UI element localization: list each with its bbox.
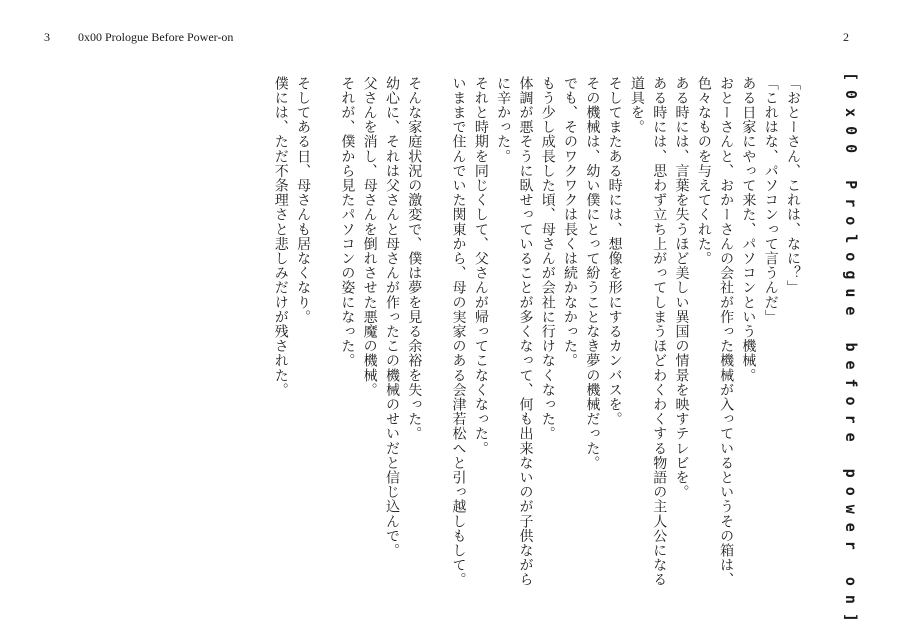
chapter-title-block <box>836 66 866 631</box>
text-line: そんな家庭状況の激変で、僕は夢を見る余裕を失った。 <box>406 76 423 441</box>
text-line: その機械は、幼い僕にとって紛うことなき夢の機械だった。 <box>584 76 601 471</box>
text-line: おとーさんと、おかーさんの会社が作った機械が入っているというその箱は、色々なものを与えてくれた。 <box>695 76 735 587</box>
text-line: 「おとーさん、これは、なに？」 <box>785 76 801 295</box>
text-line: それと時期を同じくして、父さんが帰ってこなくなった。 <box>472 76 489 456</box>
text-line: そしてまたある時には、想像を形にするカンバスを。 <box>606 76 623 427</box>
text-line: もう少し成長した頃、母さんが会社に行けなくなった。 <box>539 76 556 441</box>
text-line: いままで住んでいた関東から、母の実家のある会津若松へと引っ越しもして。 <box>450 76 467 587</box>
body-text <box>124 76 804 588</box>
text-line: 幼心に、それは父さんと母さんが作ったこの機械のせいだと信じ込んで。 <box>383 76 400 558</box>
text-line: ある時には、言葉を失うほど美しい異国の情景を映すテレビを。 <box>673 76 690 500</box>
text-line: ある日家にやって来た、パソコンという機械。 <box>740 76 757 383</box>
text-line: ある時には、思わず立ち上がってしまうほどわくわくする物語の主人公になる道具を。 <box>628 76 668 587</box>
text-line: 父さんを消し、母さんを倒れさせた悪魔の機械。 <box>361 76 378 398</box>
paragraph-1 <box>581 76 804 588</box>
text-line: 「これはな、パソコンって言うんだ」 <box>762 76 779 325</box>
chapter-title: [0x00 Prologue before power on] <box>842 72 860 631</box>
text-line: 体調が悪そうに臥せっていることが多くなって、何も出来ないのが子供ながらに辛かった。 <box>495 76 534 587</box>
paragraph-3 <box>336 76 425 588</box>
running-head: 0x00 Prologue Before Power-on <box>78 30 234 44</box>
text-line: それが、僕から見たパソコンの姿になった。 <box>339 76 356 368</box>
left-page-number: 3 <box>44 30 50 44</box>
paragraph-4 <box>269 76 314 588</box>
paragraph-2 <box>447 76 581 588</box>
text-line: でも、そのワクワクは長くは続かなかった。 <box>562 76 579 368</box>
text-line: 僕には、ただ不条理さと悲しみだけが残された。 <box>272 76 289 398</box>
right-page-number: 2 <box>843 30 849 44</box>
text-line: そしてある日、母さんも居なくなり。 <box>295 76 312 325</box>
